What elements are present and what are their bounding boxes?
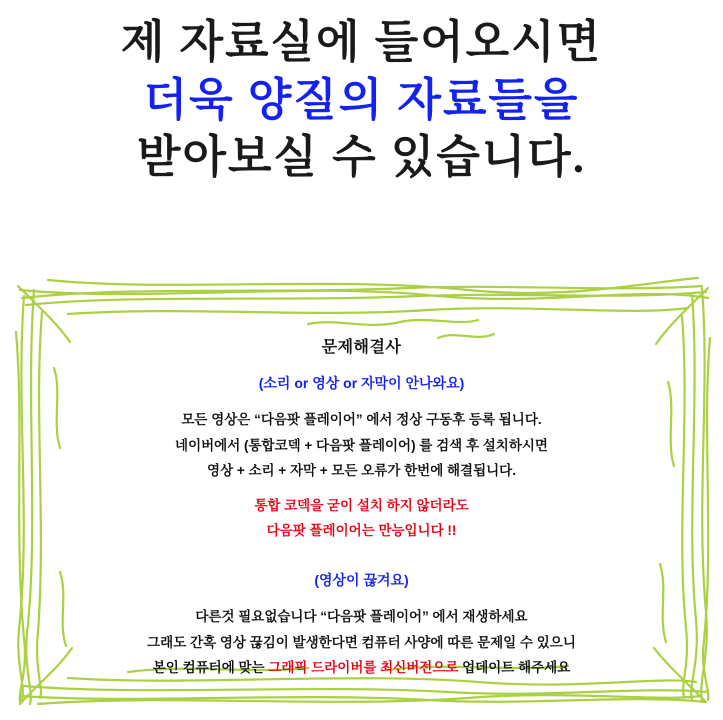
notice-content xyxy=(8,272,715,710)
section1-line-1: 모든 영상은 “다음팟 플레이어” 에서 정상 구동후 등록 됩니다. xyxy=(181,412,542,427)
section1-red-line-2: 다음팟 플레이어는 만능입니다 !! xyxy=(266,522,457,538)
final-line-suffix: 업데이트 해주세요 xyxy=(458,660,571,676)
headline-line-3: 받아보실 수 있습니다. xyxy=(137,132,586,183)
section2-final-line xyxy=(8,655,715,681)
section1-line-3: 영상 + 소리 + 자막 + 모든 오류가 한번에 해결됩니다. xyxy=(207,463,516,479)
section1-red-line-1: 통합 코덱을 굳이 설치 하지 않더라도 xyxy=(254,497,469,513)
section2-subhead: (영상이 끊겨요) xyxy=(314,571,409,588)
section2-line-2: 그래도 간혹 영상 끊김이 발생한다면 컴퓨터 사양에 따른 문제일 수 있으니 xyxy=(147,634,576,650)
notice-title: 문제해결사 xyxy=(321,339,402,356)
headline-line-2: 더욱 양질의 자료들을 xyxy=(143,74,580,125)
section2-line-1: 다른것 필요없습니다 “다음팟 플레이어” 에서 재생하세요 xyxy=(195,608,528,624)
section1-line-2: 네이버에서 (통합코덱 + 다음팟 플레이어) 를 검색 후 설치하시면 xyxy=(175,437,548,453)
section1-subhead: (소리 or 영상 or 자막이 안나와요) xyxy=(258,375,465,391)
headline-line-1: 제 자료실에 들어오시면 xyxy=(120,17,603,67)
headline-block xyxy=(0,14,723,187)
final-line-highlight: 그래픽 드라이버를 최신버전으로 xyxy=(268,660,459,676)
final-line-prefix: 본인 컴퓨터에 맞는 xyxy=(152,660,269,676)
